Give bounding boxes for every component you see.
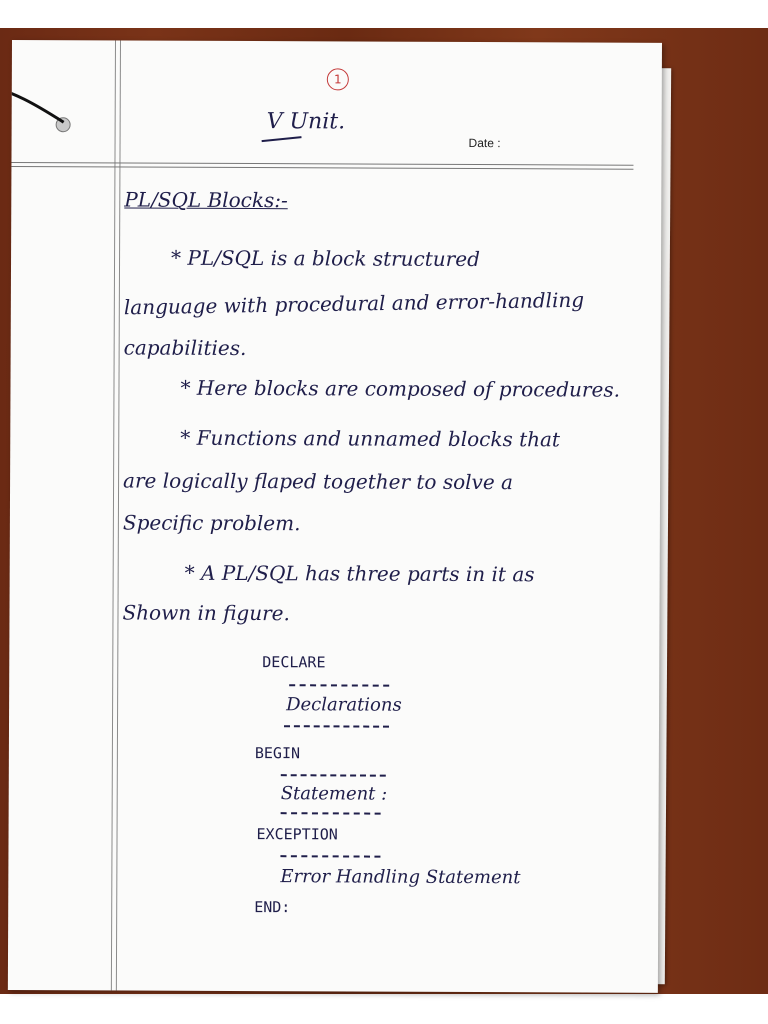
text-line: capabilities. xyxy=(123,335,247,361)
section-heading: PL/SQL Blocks:- xyxy=(124,187,288,213)
header-line xyxy=(11,166,633,170)
text-line: * Here blocks are composed of procedures. xyxy=(180,375,621,402)
text-line: are logically flaped together to solve a xyxy=(123,468,514,495)
page-number: 1 xyxy=(327,68,349,90)
text-line: * A PL/SQL has three parts in it as xyxy=(184,560,535,587)
margin-line xyxy=(116,40,121,990)
unit-underline xyxy=(262,136,302,142)
text-line: Specific problem. xyxy=(122,510,301,536)
text-line: language with procedural and error-handling xyxy=(123,287,585,320)
binding-string xyxy=(8,80,72,140)
figure-error-handling: Error Handling Statement xyxy=(280,866,521,889)
dashed-line xyxy=(284,725,389,727)
figure-begin: BEGIN xyxy=(254,744,301,763)
margin-line xyxy=(111,40,116,990)
date-label: Date : xyxy=(468,135,501,151)
dashed-line xyxy=(281,812,381,814)
header-line xyxy=(11,162,633,166)
text-line: Shown in figure. xyxy=(122,600,290,626)
text-line: * PL/SQL is a block structured xyxy=(170,245,480,272)
text-line: * Functions and unnamed blocks that xyxy=(180,425,561,452)
dashed-line xyxy=(289,684,389,686)
figure-declare: DECLARE xyxy=(262,653,326,672)
figure-end: END: xyxy=(254,898,291,917)
figure-declarations: Declarations xyxy=(286,694,402,716)
figure-exception: EXCEPTION xyxy=(256,825,338,844)
notebook-page xyxy=(8,40,662,993)
unit-title: V Unit. xyxy=(266,109,346,135)
dashed-line xyxy=(281,774,386,776)
dashed-line xyxy=(280,855,380,857)
figure-statement: Statement : xyxy=(280,783,388,805)
